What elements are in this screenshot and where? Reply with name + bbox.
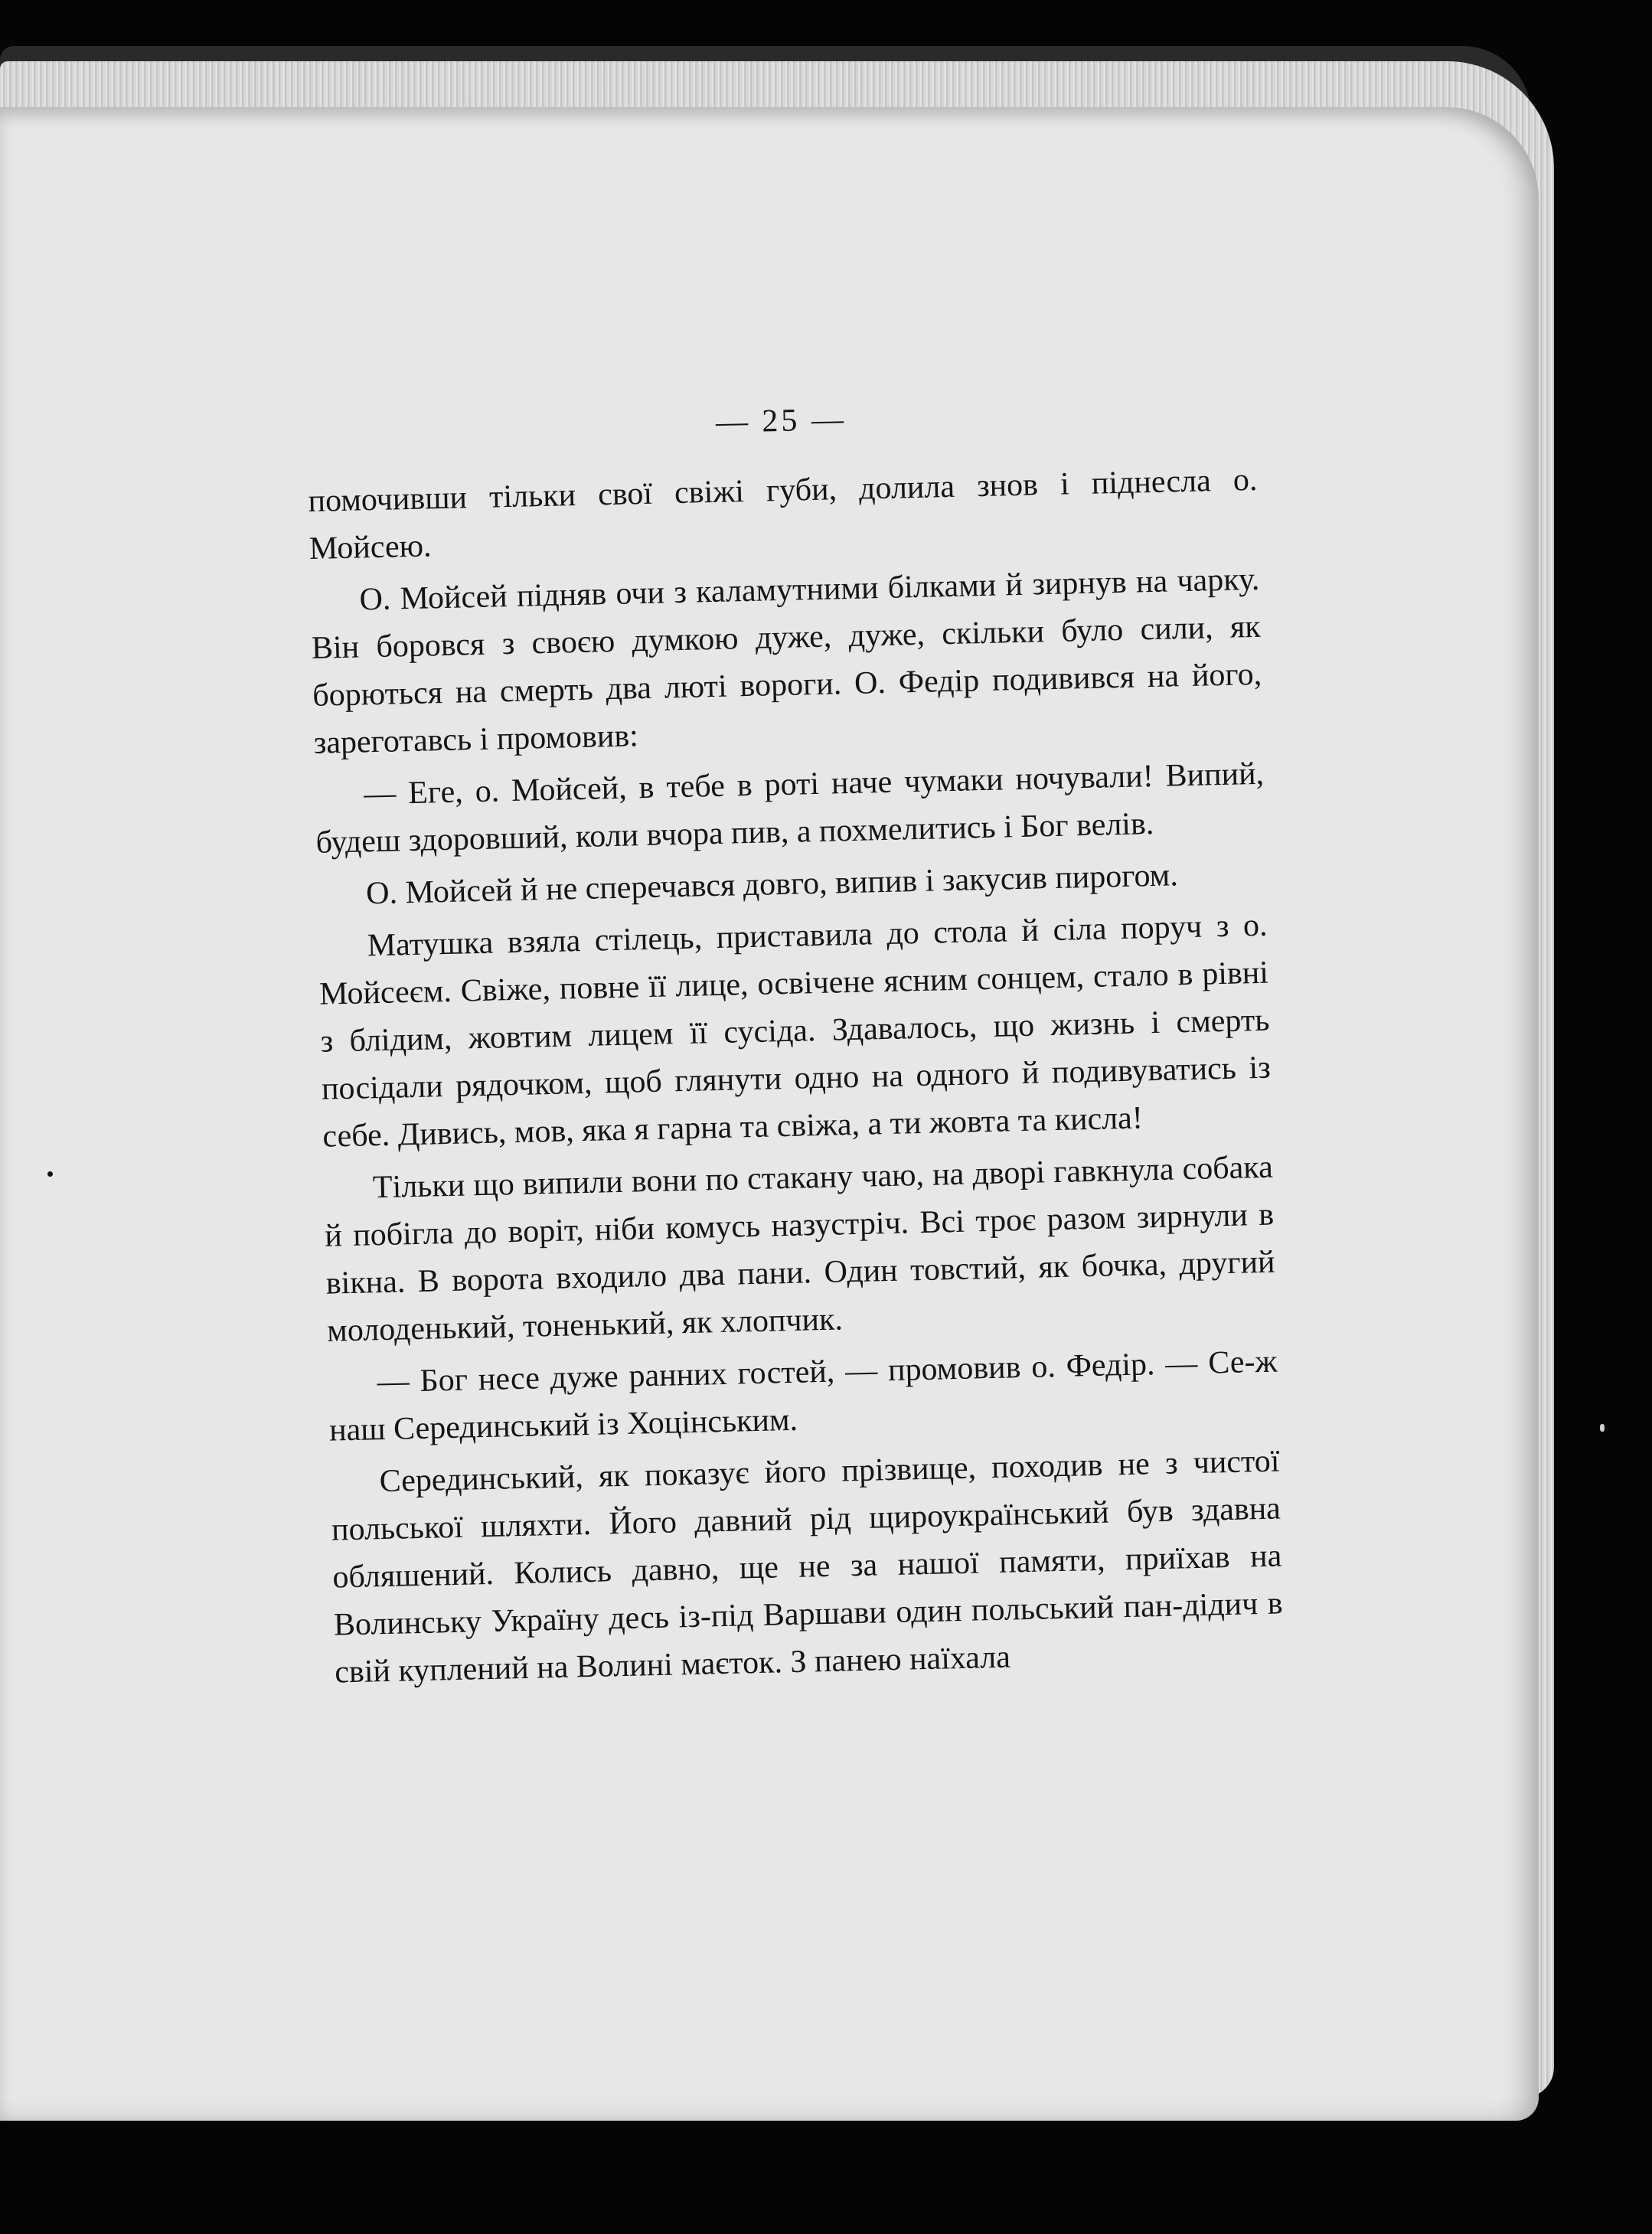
paragraph: — Еге, о. Мойсей, в тебе в роті наче чумаки ночували! Випий, будеш здоровший, коли вчора пив, а похмелитись і Бог велів. — [315, 756, 1265, 861]
text-block — [306, 392, 1285, 1701]
dust-speck — [47, 1171, 53, 1177]
paragraph: О. Мойсей й не сперечався довго, випив і закусив пирогом. — [365, 857, 1179, 912]
paragraph: Тільки що випили вони по стакану чаю, на дворі гавкнула собака й побігла до воріт, ніби комусь назустріч. Всі троє разом зирнули в вікна. В ворота входило два пани. Один товстий, як бочка, другий молоденький, тоненький, як хлопчик. — [324, 1149, 1275, 1349]
paragraph: — Бог несе дуже ранних гостей, — промовив о. Федір. — Се-ж наш Серединський із Хоцінським. — [328, 1344, 1278, 1449]
paragraph: помочивши тільки свої свіжі губи, долила знов і піднесла о. Мойсею. — [308, 462, 1258, 567]
paragraph: Матушка взяла стілець, приставила до стола й сіла поруч з о. Мойсеєм. Свіже, повне її лице, освічене ясним сонцем, стало в рівні з блідим, жовтим лицем її сусіда. Здавалось, що жизнь і смерть посідали рядочком, щоб глянути одно на одного й подивуватись із себе. Дивись, мов, яка я гарна та свіжа, а ти жовта та кисла! — [318, 907, 1272, 1155]
paragraph: О. Мойсей підняв очи з каламутними білками й зирнув на чарку. Він боровся з своєю думкою дуже, дуже, скільки було сили, як борються на смерть два люті вороги. О. Федір подивився на його, зареготавсь і промовив: — [311, 561, 1262, 761]
book-page — [0, 107, 1539, 2121]
dust-speck — [1600, 1424, 1605, 1432]
page-number: — 25 — — [715, 401, 847, 440]
paragraph: Серединський, як показує його прізвище, походив не з чистої польської шляхти. Його давний рід щироукраїнський був здавна обляшений. Колись давно, ще не за нашої памяти, приїхав на Волинську Україну десь із-під Варшави один польський пан-дідич в свій куплений на Волині маєток. З панею наїхала — [331, 1443, 1284, 1690]
